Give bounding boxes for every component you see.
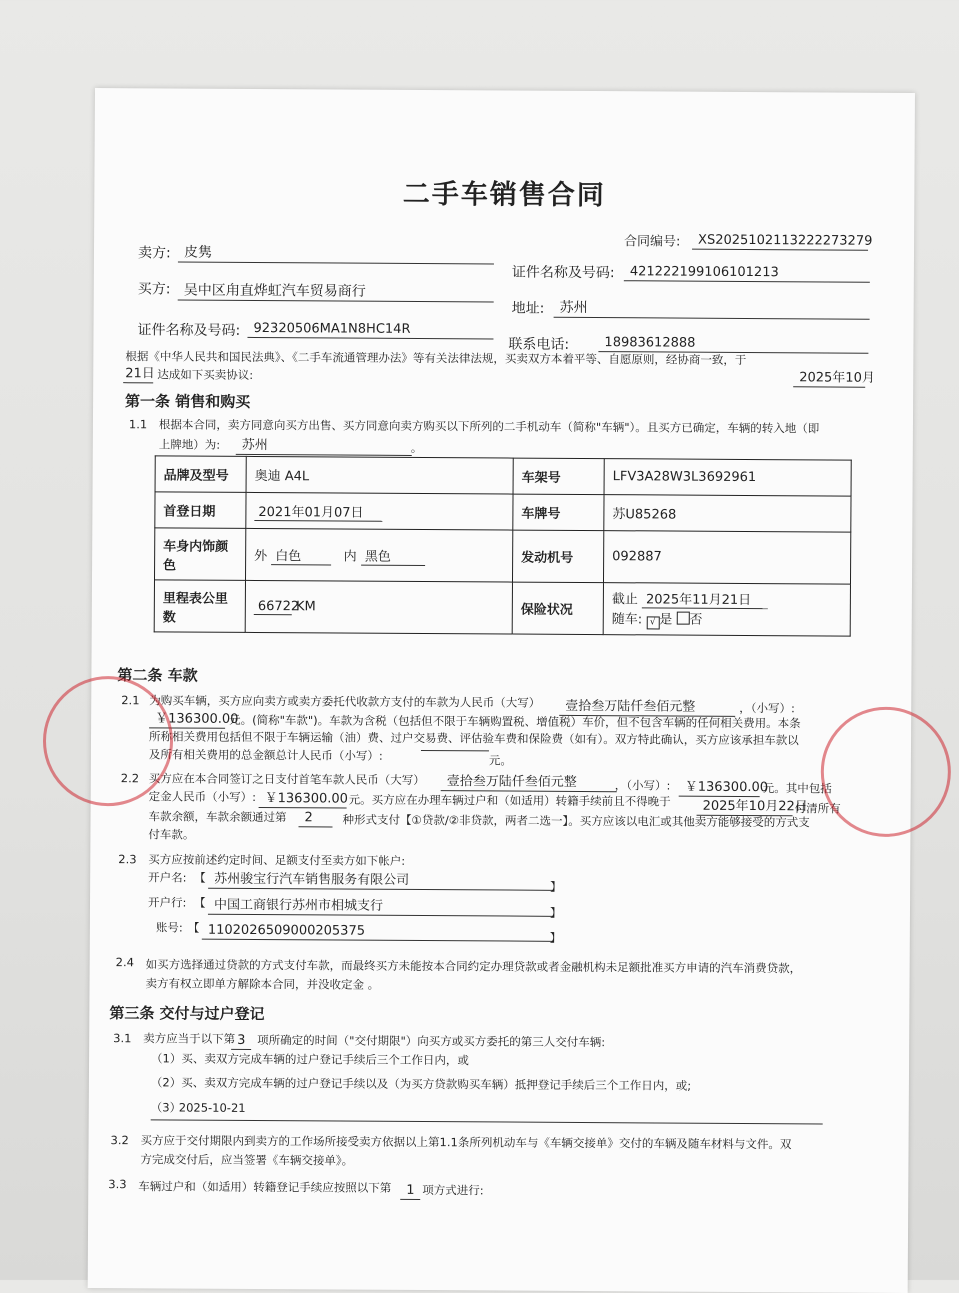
insurance-cell bbox=[603, 583, 850, 637]
bank-close: 】 bbox=[549, 905, 562, 920]
no-label: 否 bbox=[689, 612, 703, 628]
delivery-option-1: （1）买、卖双方完成车辆的过户登记手续后三个工作日内，或 bbox=[151, 1051, 469, 1068]
p22-text-a: 买方应在本合同签订之日支付首笔车款人民币（大写） bbox=[148, 771, 425, 788]
p11-place: 苏州 bbox=[236, 438, 412, 456]
p11-num: 1.1 bbox=[128, 417, 148, 432]
interior-label: 内 bbox=[343, 549, 357, 565]
p21-text-c: 元。(简称"车款")。车款为含税（包括但不限于车辆购置税、增值税）车价，但不包含车辆的任何相关费用。本条 bbox=[229, 712, 801, 731]
p22-deposit: ￥136300.00 bbox=[259, 791, 347, 808]
no-checkbox bbox=[676, 612, 689, 625]
preamble-line1: 根据《中华人民共和国民法典》、《二手车流通管理办法》等有关法律法规，买卖双方本着平等、自愿原则，经协商一致，于 bbox=[125, 349, 747, 367]
p33-item: 1 bbox=[400, 1183, 420, 1200]
delivery-option-3-date: 2025-10-21 bbox=[178, 1100, 246, 1115]
reg-date-label: 首登日期 bbox=[155, 492, 246, 529]
mileage-unit: KM bbox=[295, 598, 316, 614]
p11-period: 。 bbox=[410, 440, 423, 456]
plate-value: 苏U85268 bbox=[604, 495, 851, 533]
brand-label: 品牌及型号 bbox=[155, 456, 246, 493]
mileage-value: 66722 bbox=[254, 598, 292, 614]
p22-method: 2 bbox=[298, 810, 332, 827]
article2-title: 第二条 车款 bbox=[117, 666, 198, 685]
with-car-label: 随车: bbox=[611, 612, 643, 628]
bank-label: 开户行: bbox=[147, 895, 187, 910]
interior-color: 黑色 bbox=[361, 545, 425, 565]
delivery-option-3-label: （3） bbox=[150, 1100, 182, 1115]
company-seal-right bbox=[820, 706, 951, 837]
p23-num: 2.3 bbox=[118, 852, 137, 867]
p22-text-c: 元。其中包括 bbox=[762, 781, 832, 796]
p21-num: 2.1 bbox=[121, 693, 140, 708]
account-name: 苏州骏宝行汽车销售服务有限公司 bbox=[208, 872, 554, 891]
p21-text-e: 及所有相关费用的总金额总计人民币（小写）: bbox=[148, 747, 383, 763]
mileage-label: 里程表公里数 bbox=[154, 580, 245, 633]
p22-text-d: 定金人民币（小写）: bbox=[148, 789, 257, 804]
p22-amount: ￥136300.00 bbox=[679, 780, 760, 797]
account-no-close: 】 bbox=[549, 930, 562, 945]
reg-date-cell bbox=[246, 492, 513, 530]
p31-text-b: 项所确定的时间（"交付期限"）向买方或买方委托的第三人交付车辆: bbox=[257, 1033, 606, 1050]
p33-text-b: 项方式进行: bbox=[422, 1183, 484, 1198]
p21-text-d: 所称相关费用包括但不限于车辆运输（油）费、过户交易费、评估验车费和保险费（如有）。双方特此确认，买方应该承担车款以 bbox=[148, 729, 799, 748]
brand-value: 奥迪 A4L bbox=[246, 456, 513, 494]
contract-no-label: 合同编号: bbox=[624, 234, 681, 250]
p32-text-a: 买方应于交付期限内到卖方的工作场所接受卖方依据以上第1.1条所列机动车与《车辆交接单》交付的车辆及随车材料与文件。双 bbox=[140, 1133, 792, 1152]
insurance-until-label: 截止 bbox=[611, 592, 638, 608]
contract-page bbox=[88, 88, 915, 1293]
bank-open: 【 bbox=[193, 895, 206, 910]
p11-text2: 上牌地）为: bbox=[158, 437, 221, 452]
delivery-option-3-line bbox=[151, 1118, 823, 1124]
article3-title: 第三条 交付与过户登记 bbox=[109, 1004, 265, 1024]
p22-text-i: 付车款。 bbox=[148, 827, 195, 842]
color-label: 车身内饰颜色 bbox=[154, 528, 245, 581]
company-seal-left bbox=[43, 676, 174, 807]
contract-title: 二手车销售合同 bbox=[402, 178, 606, 212]
preamble-date2: 21日 bbox=[123, 366, 153, 383]
p23-text-a: 买方应按前述约定时间、足额支付至卖方如下帐户: bbox=[148, 852, 406, 868]
insurance-label: 保险状况 bbox=[512, 582, 603, 635]
seller-value: 皮隽 bbox=[178, 245, 494, 265]
vin-value: LFV3A28W3L3692961 bbox=[604, 459, 851, 497]
account-name-label: 开户名: bbox=[148, 870, 187, 885]
buyer-phone-label: 联系电话: bbox=[508, 336, 570, 353]
seller-label: 卖方: bbox=[137, 245, 171, 262]
article1-title: 第一条 销售和购买 bbox=[125, 392, 251, 411]
p22-date: 2025年10月22日 bbox=[697, 799, 793, 816]
preamble-date1: 2025年10月 bbox=[793, 370, 865, 387]
p22-amount-cn: 壹拾叁万陆仟叁佰元整 bbox=[441, 774, 617, 792]
insurance-until-value: 2025年11月21日 bbox=[642, 588, 768, 609]
p22-num: 2.2 bbox=[120, 771, 140, 786]
p22-text-g: 车款余额，车款余额通过第 bbox=[148, 809, 287, 825]
p22-text-e: 元。买方应在办理车辆过户和（如适用）转籍手续前且不得晚于 bbox=[348, 792, 671, 809]
p21-amount: ￥136300.00 bbox=[149, 711, 225, 728]
engine-value: 092887 bbox=[603, 531, 850, 585]
p33-num: 3.3 bbox=[108, 1177, 127, 1192]
buyer-phone-value: 18983612888 bbox=[598, 335, 868, 353]
p24-text-a: 如买方选择通过贷款的方式支付车款，而最终买方未能按本合同约定办理贷款或者金融机构未足额批准买方申请的汽车消费贷款， bbox=[145, 957, 802, 976]
p31-text-a: 卖方应当于以下第 bbox=[143, 1031, 236, 1046]
p32-num: 3.2 bbox=[110, 1133, 129, 1148]
account-name-open: 【 bbox=[194, 870, 206, 885]
buyer-id-value: 92320506MA1N8HC14R bbox=[247, 321, 493, 339]
p21-text-f: 元。 bbox=[488, 753, 512, 768]
p22-text-b: ，（小写）: bbox=[614, 778, 671, 793]
mileage-cell bbox=[245, 580, 512, 634]
account-name-close: 】 bbox=[550, 879, 562, 894]
account-no: 1102026509000205375 bbox=[202, 923, 554, 942]
contract-no-value: XS2025102113222273279 bbox=[692, 233, 868, 251]
buyer-label: 买方: bbox=[137, 281, 171, 298]
seller-id-value: 421222199106101213 bbox=[624, 264, 870, 282]
p21-text-b: ，（小写）: bbox=[739, 700, 795, 716]
p22-text-f: 付清所有 bbox=[794, 801, 841, 816]
color-cell bbox=[245, 528, 512, 582]
p24-text-b: 卖方有权立即单方解除本合同，并没收定金 。 bbox=[145, 976, 380, 992]
p33-text-a: 车辆过户和（如适用）转籍登记手续应按照以下第 bbox=[138, 1179, 392, 1195]
p31-item: 3 bbox=[231, 1033, 251, 1050]
p24-num: 2.4 bbox=[115, 955, 134, 970]
p22-text-h: 种形式支付【①贷款/②非贷款，两者二选一】。买方应该以电汇或其他卖方能够接受的方式支 bbox=[342, 812, 810, 830]
exterior-color: 白色 bbox=[271, 545, 331, 565]
p21-total bbox=[421, 750, 489, 751]
exterior-label: 外 bbox=[254, 548, 268, 564]
buyer-address-value: 苏州 bbox=[554, 300, 870, 320]
bank-value: 中国工商银行苏州市相城支行 bbox=[208, 898, 554, 917]
account-no-open: 【 bbox=[187, 920, 200, 935]
buyer-value: 吴中区甪直烨虹汽车贸易商行 bbox=[178, 283, 494, 303]
delivery-option-2: （2）买、卖双方完成车辆的过户登记手续以及（为买方贷款购买车辆）抵押登记手续后三个工作日内，或; bbox=[150, 1075, 692, 1093]
p31-num: 3.1 bbox=[113, 1031, 132, 1046]
p11-text1: 根据本合同，卖方同意向买方出售、买方同意向卖方购买以下所列的二手机动车（简称"车辆"）。且买方已确定，车辆的转入地（即 bbox=[158, 417, 820, 436]
plate-label: 车牌号 bbox=[513, 494, 604, 531]
buyer-id-label: 证件名称及号码: bbox=[137, 322, 241, 339]
p21-text-a: 为购买车辆，买方应向卖方或卖方委托代收款方支付的车款为人民币（大写） bbox=[149, 693, 541, 710]
p21-amount-cn: 壹拾叁万陆仟叁佰元整 bbox=[559, 699, 735, 717]
p32-text-b: 方完成交付后，应当签署《车辆交接单》。 bbox=[140, 1152, 354, 1168]
engine-label: 发动机号 bbox=[512, 530, 603, 583]
account-no-label: 账号: bbox=[155, 920, 183, 935]
yes-label: 是 bbox=[659, 612, 673, 628]
vin-label: 车架号 bbox=[513, 458, 604, 495]
buyer-address-label: 地址: bbox=[511, 300, 545, 317]
seller-id-label: 证件名称及号码: bbox=[511, 264, 615, 282]
reg-date-value: 2021年01月07日 bbox=[254, 500, 382, 521]
preamble-line2: 达成如下买卖协议: bbox=[157, 367, 254, 382]
yes-checkbox: √ bbox=[646, 616, 659, 629]
vehicle-info-table bbox=[154, 455, 852, 636]
